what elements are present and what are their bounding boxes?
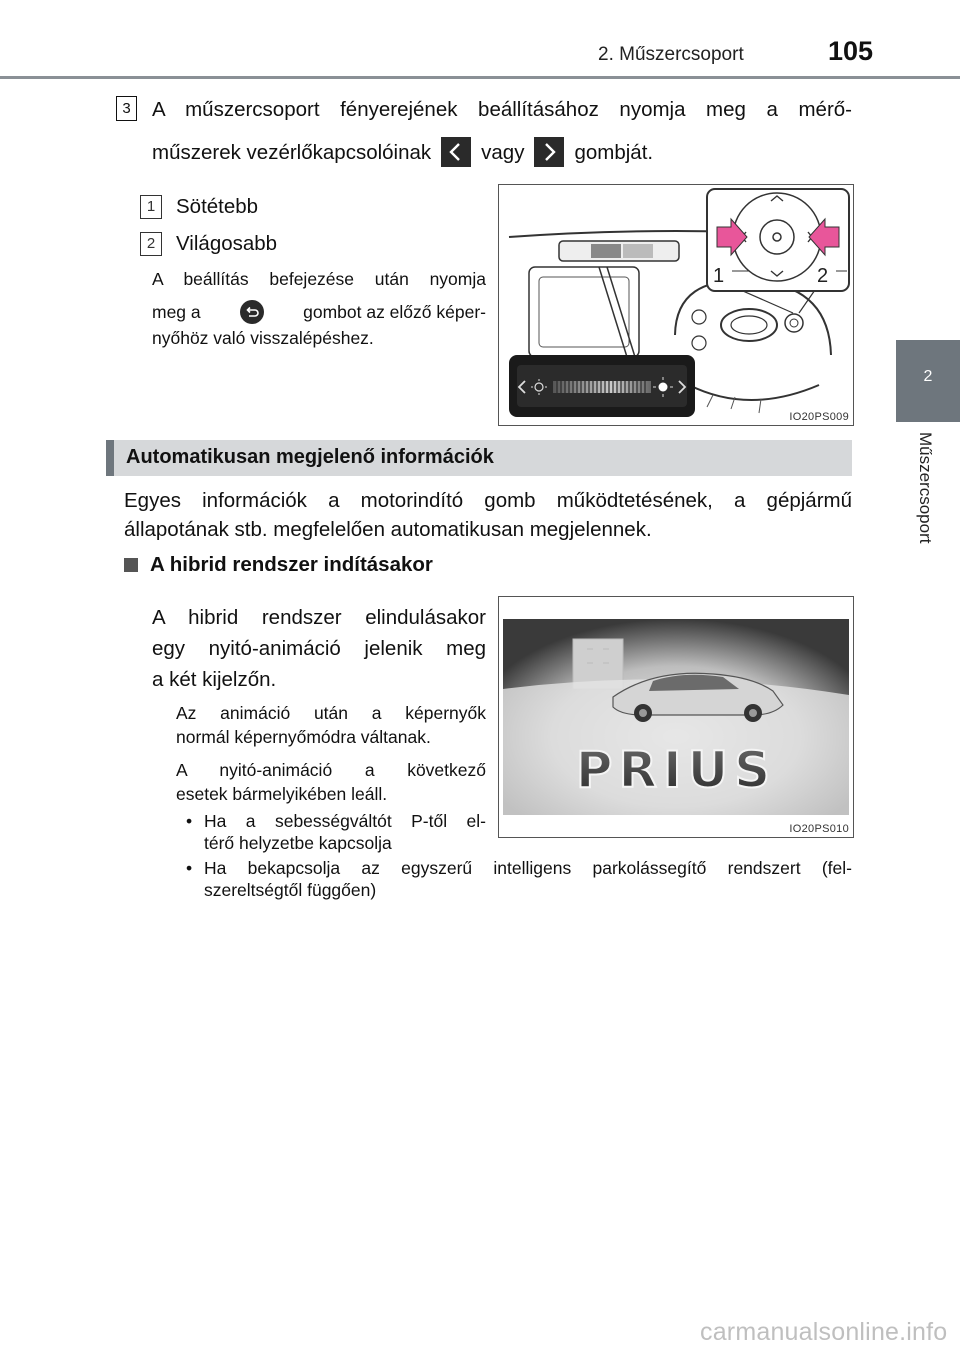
bullet-1-line2: térő helyzetbe kapcsolja	[204, 833, 392, 853]
note1-line1: Az animáció után a képernyők	[176, 703, 486, 723]
subsection-body-line1: A hibrid rendszer elindulásakor	[152, 606, 486, 629]
item-label-brighter: Világosabb	[176, 232, 278, 255]
chevron-right-icon	[534, 137, 564, 167]
step-text-line1: A műszercsoport fényerejének beállításához nyomja meg a mérő-	[152, 98, 852, 121]
step-text-line2-after: gombját.	[574, 141, 654, 164]
note2-line1: A nyitó-animáció a következő	[176, 760, 486, 780]
note-line2-after: gombot az előző képer-	[303, 302, 486, 322]
page-number: 105	[828, 36, 874, 66]
note-line2-before: meg a	[152, 302, 201, 322]
back-icon	[240, 300, 264, 324]
figure-dashboard	[498, 184, 854, 426]
section-banner-accent	[106, 440, 114, 476]
section-title: Automatikusan megjelenő információk	[126, 446, 494, 468]
bullet-dot-1: •	[186, 811, 193, 831]
item-number-1: 1	[140, 195, 162, 219]
bullet-2-line2: szereltségtől függően)	[204, 880, 377, 900]
figure-code: IO20PS010	[789, 823, 849, 835]
step-text-line2-before: műszerek vezérlőkapcsolóinak	[152, 141, 432, 164]
figure-opening-animation	[498, 596, 854, 838]
square-bullet-icon	[124, 558, 138, 572]
header-section-title: 2. Műszercsoport	[598, 44, 744, 65]
header-rule	[0, 76, 960, 79]
chapter-number: 2	[923, 368, 933, 385]
chapter-label	[915, 432, 939, 572]
subsection-title	[124, 553, 433, 577]
section-intro-line1: Egyes információk a motorindító gomb működtetésének, a gépjármű	[124, 489, 852, 512]
chapter-label-text: Műszercsoport	[916, 432, 935, 544]
subsection-title-text: A hibrid rendszer indításakor	[150, 553, 433, 576]
note-line3: nyőhöz való visszalépéshez.	[152, 328, 374, 348]
item-label-darker: Sötétebb	[176, 195, 259, 218]
step-text-line2	[152, 138, 653, 169]
bullet-dot-2: •	[186, 858, 193, 878]
subsection-body-line2: egy nyitó-animáció jelenik meg	[152, 637, 486, 660]
step-number-box: 3	[116, 96, 137, 121]
note1-line2: normál képernyőmódra váltanak.	[176, 727, 431, 747]
callout-2: 2	[817, 265, 829, 287]
bullet-2-line1: Ha bekapcsolja az egyszerű intelligens parkolássegítő rendszert (fel-	[204, 858, 852, 878]
chapter-tab	[896, 340, 960, 422]
note2-line2: esetek bármelyikében leáll.	[176, 784, 388, 804]
brightness-bar	[553, 381, 651, 393]
section-intro-line2: állapotának stb. megfelelően automatikusan megjelennek.	[124, 518, 652, 541]
chevron-left-icon	[441, 137, 471, 167]
animation-screen	[503, 619, 849, 815]
watermark: carmanualsonline.info	[700, 1318, 948, 1346]
note-line2	[152, 299, 486, 325]
callout-1: 1	[713, 265, 725, 287]
subsection-body-line3: a két kijelzőn.	[152, 668, 277, 691]
dashboard-illustration	[499, 185, 853, 425]
bullet-1-line1: Ha a sebességváltót P-től el-	[204, 811, 486, 831]
step-text-line2-middle: vagy	[481, 141, 525, 164]
figure-code: IO20PS009	[789, 411, 849, 423]
prius-logo: PRIUS	[575, 741, 777, 799]
item-number-2: 2	[140, 232, 162, 256]
note-line1: A beállítás befejezése után nyomja	[152, 269, 486, 289]
